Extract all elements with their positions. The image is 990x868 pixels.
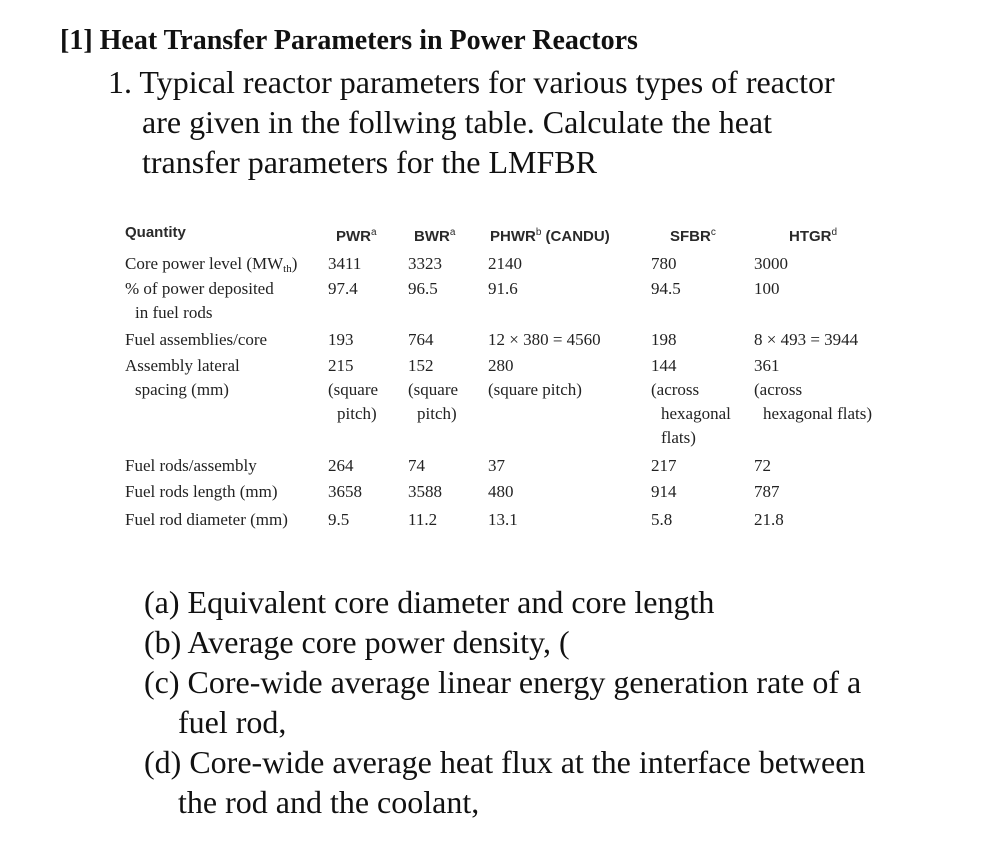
problem-line: transfer parameters for the LMFBR — [142, 144, 597, 180]
table-cell: 215 — [328, 356, 354, 375]
header-sfbr: SFBR$^c$ — [670, 227, 716, 245]
table-cell: 97.4 — [328, 279, 358, 298]
row-label-power-deposited-cont: in fuel rods — [135, 303, 213, 322]
part-b: (b) Average core power density, ( — [144, 624, 570, 660]
table-cell: 152 — [408, 356, 434, 375]
table-cell: (square pitch) — [488, 380, 582, 399]
header-phwr: PHWR$^b$ (CANDU) — [490, 227, 610, 245]
table-cell: 480 — [488, 482, 514, 501]
row-label-fuel-rod-length: Fuel rods length (mm) — [125, 482, 278, 501]
table-cell: 914 — [651, 482, 677, 501]
table-cell: 11.2 — [408, 510, 438, 529]
table-cell: 3323 — [408, 254, 442, 273]
header-bwr: BWR$^a$ — [414, 227, 456, 245]
section-heading: [1] Heat Transfer Parameters in Power Reactors — [60, 25, 638, 56]
problem-line: are given in the follwing table. Calculate the heat — [142, 104, 772, 140]
table-cell: (square — [328, 380, 379, 399]
table-cell: 12 × 380 = 4560 — [488, 330, 601, 349]
table-cell: 144 — [651, 356, 677, 375]
row-label-fuel-assemblies: Fuel assemblies/core — [125, 330, 268, 349]
part-d: (d) Core-wide average heat flux at the interface between — [144, 744, 866, 780]
table-cell: 3000 — [754, 254, 788, 273]
table-cell: 2140 — [488, 254, 522, 273]
table-cell: 8 × 493 = 3944 — [754, 330, 859, 349]
table-cell: 764 — [408, 330, 434, 349]
question-parts — [144, 582, 964, 822]
header-htgr: HTGR$^d$ — [789, 227, 838, 245]
table-cell: 780 — [651, 254, 677, 273]
table-cell: 5.8 — [651, 510, 673, 529]
row-label-assembly-spacing: Assembly lateral — [125, 356, 240, 375]
table-cell: 280 — [488, 356, 514, 375]
header-quantity: Quantity — [125, 224, 186, 241]
table-cell: 21.8 — [754, 510, 784, 529]
table-cell: (across — [754, 380, 803, 399]
table-cell: 13.1 — [488, 510, 518, 529]
table-cell: pitch) — [337, 404, 377, 423]
part-a: (a) Equivalent core diameter and core length — [144, 584, 715, 620]
table-cell: 193 — [328, 330, 354, 349]
table-cell: 72 — [754, 456, 771, 475]
row-label-core-power: Core power level $(MW_{th})$ — [125, 254, 298, 275]
table-cell: 264 — [328, 456, 354, 475]
table-cell: 3658 — [328, 482, 362, 501]
row-label-fuel-rods-assembly: Fuel rods/assembly — [125, 456, 257, 475]
problem-line: 1. Typical reactor parameters for various types of reactor — [108, 64, 835, 100]
table-cell: 37 — [488, 456, 505, 475]
table-cell: 74 — [408, 456, 425, 475]
table-cell: 787 — [754, 482, 780, 501]
table-cell: 361 — [754, 356, 780, 375]
table-cell: (across — [651, 380, 700, 399]
table-cell: 91.6 — [488, 279, 518, 298]
part-c-cont: fuel rod, — [178, 704, 287, 740]
table-cell: hexagonal — [661, 404, 731, 423]
part-c: (c) Core-wide average linear energy generation rate of a — [144, 664, 862, 700]
table-cell: 198 — [651, 330, 677, 349]
table-cell: flats) — [661, 428, 696, 447]
row-label-power-deposited: % of power deposited — [125, 279, 274, 298]
table-cell: hexagonal flats) — [763, 404, 873, 423]
table-cell: pitch) — [417, 404, 457, 423]
table-cell: 3588 — [408, 482, 442, 501]
part-d-cont: the rod and the coolant, — [178, 784, 480, 820]
table-cell: 94.5 — [651, 279, 681, 298]
table-cell: (square — [408, 380, 459, 399]
header-pwr: PWR$^a$ — [336, 227, 377, 245]
row-label-assembly-spacing-cont: spacing (mm) — [135, 380, 229, 399]
table-cell: 100 — [754, 279, 780, 298]
table-cell: 96.5 — [408, 279, 438, 298]
table-cell: 217 — [651, 456, 677, 475]
table-cell: 9.5 — [328, 510, 350, 529]
row-label-fuel-rod-diameter: Fuel rod diameter (mm) — [125, 510, 288, 529]
table-cell: 3411 — [328, 254, 362, 273]
